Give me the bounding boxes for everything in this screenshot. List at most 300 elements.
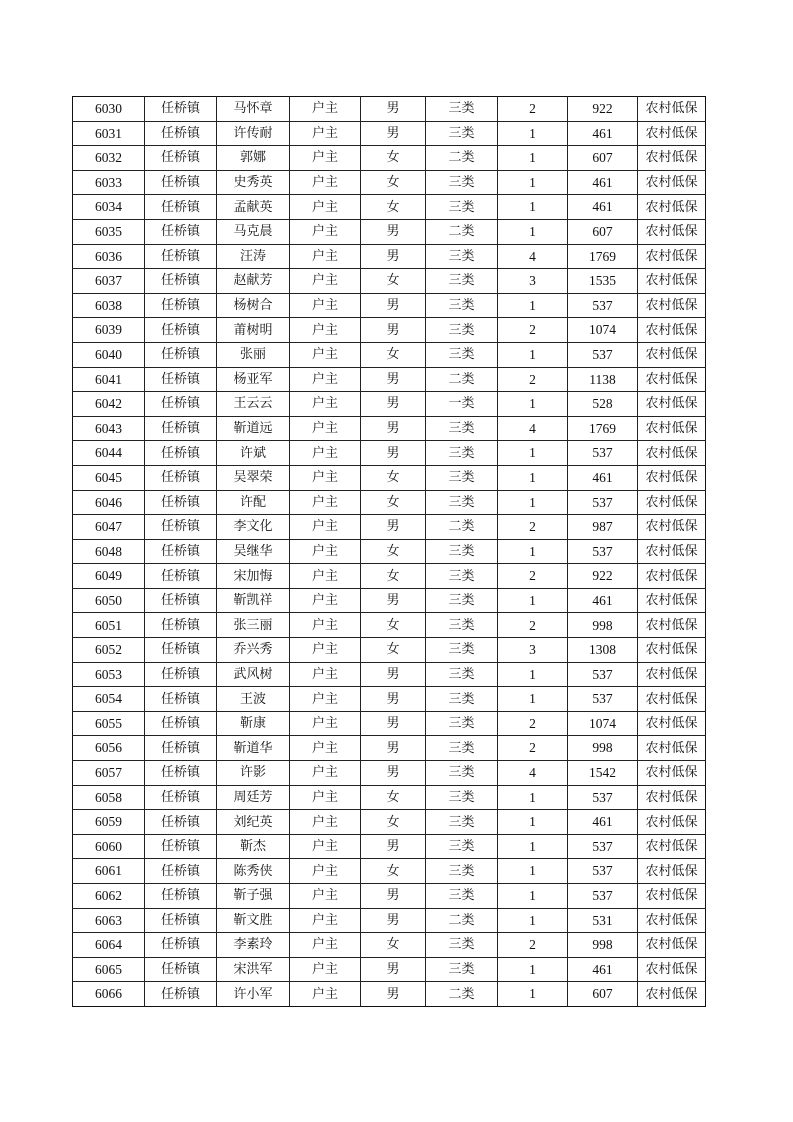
gender-cell: 女 [361,539,426,564]
gender-cell: 男 [361,834,426,859]
name-cell: 靳凯祥 [217,588,290,613]
gender-cell: 女 [361,785,426,810]
table-row [73,97,706,122]
amount-cell: 998 [568,933,638,958]
gender-cell: 女 [361,638,426,663]
relation-cell: 户主 [290,761,361,786]
program-cell: 农村低保 [638,392,706,417]
relation-cell: 户主 [290,908,361,933]
gender-cell: 女 [361,933,426,958]
record-id-cell: 6038 [73,293,145,318]
amount-cell: 607 [568,982,638,1007]
record-id-cell: 6032 [73,146,145,171]
amount-cell: 537 [568,687,638,712]
household-size-cell: 3 [498,638,568,663]
household-size-cell: 2 [498,613,568,638]
name-cell: 李素玲 [217,933,290,958]
amount-cell: 537 [568,490,638,515]
household-size-cell: 3 [498,269,568,294]
category-cell: 三类 [426,170,498,195]
household-size-cell: 1 [498,170,568,195]
table-row [73,613,706,638]
town-cell: 任桥镇 [145,244,217,269]
table-row [73,441,706,466]
table-row [73,170,706,195]
household-size-cell: 1 [498,342,568,367]
relation-cell: 户主 [290,465,361,490]
household-size-cell: 1 [498,465,568,490]
name-cell: 孟献英 [217,195,290,220]
record-id-cell: 6030 [73,97,145,122]
name-cell: 周廷芳 [217,785,290,810]
record-id-cell: 6053 [73,662,145,687]
name-cell: 李文化 [217,515,290,540]
record-id-cell: 6040 [73,342,145,367]
amount-cell: 461 [568,810,638,835]
household-size-cell: 2 [498,711,568,736]
table-row [73,318,706,343]
household-size-cell: 2 [498,318,568,343]
table-row [73,564,706,589]
town-cell: 任桥镇 [145,982,217,1007]
program-cell: 农村低保 [638,736,706,761]
relation-cell: 户主 [290,121,361,146]
household-size-cell: 1 [498,195,568,220]
amount-cell: 1769 [568,416,638,441]
relation-cell: 户主 [290,392,361,417]
relation-cell: 户主 [290,367,361,392]
relation-cell: 户主 [290,146,361,171]
gender-cell: 男 [361,293,426,318]
town-cell: 任桥镇 [145,564,217,589]
town-cell: 任桥镇 [145,293,217,318]
name-cell: 王云云 [217,392,290,417]
category-cell: 三类 [426,465,498,490]
household-size-cell: 1 [498,908,568,933]
name-cell: 杨树合 [217,293,290,318]
amount-cell: 531 [568,908,638,933]
amount-cell: 1308 [568,638,638,663]
category-cell: 三类 [426,244,498,269]
program-cell: 农村低保 [638,884,706,909]
name-cell: 许影 [217,761,290,786]
category-cell: 三类 [426,269,498,294]
name-cell: 赵献芳 [217,269,290,294]
amount-cell: 998 [568,613,638,638]
program-cell: 农村低保 [638,539,706,564]
town-cell: 任桥镇 [145,834,217,859]
record-id-cell: 6039 [73,318,145,343]
name-cell: 宋洪军 [217,957,290,982]
table-row [73,219,706,244]
name-cell: 许斌 [217,441,290,466]
program-cell: 农村低保 [638,638,706,663]
town-cell: 任桥镇 [145,957,217,982]
town-cell: 任桥镇 [145,490,217,515]
household-size-cell: 4 [498,244,568,269]
gender-cell: 男 [361,219,426,244]
town-cell: 任桥镇 [145,539,217,564]
record-id-cell: 6065 [73,957,145,982]
record-id-cell: 6061 [73,859,145,884]
name-cell: 郭娜 [217,146,290,171]
amount-cell: 998 [568,736,638,761]
name-cell: 宋加悔 [217,564,290,589]
program-cell: 农村低保 [638,219,706,244]
household-size-cell: 1 [498,785,568,810]
household-size-cell: 1 [498,662,568,687]
town-cell: 任桥镇 [145,170,217,195]
amount-cell: 461 [568,588,638,613]
gender-cell: 女 [361,490,426,515]
table-row [73,662,706,687]
name-cell: 史秀英 [217,170,290,195]
table-row [73,539,706,564]
record-id-cell: 6045 [73,465,145,490]
program-cell: 农村低保 [638,982,706,1007]
household-size-cell: 1 [498,219,568,244]
gender-cell: 女 [361,465,426,490]
town-cell: 任桥镇 [145,195,217,220]
town-cell: 任桥镇 [145,219,217,244]
record-id-cell: 6060 [73,834,145,859]
amount-cell: 537 [568,834,638,859]
record-id-cell: 6047 [73,515,145,540]
household-size-cell: 1 [498,859,568,884]
category-cell: 三类 [426,785,498,810]
gender-cell: 男 [361,687,426,712]
program-cell: 农村低保 [638,367,706,392]
household-size-cell: 1 [498,490,568,515]
program-cell: 农村低保 [638,515,706,540]
household-size-cell: 2 [498,367,568,392]
table-row [73,121,706,146]
record-id-cell: 6057 [73,761,145,786]
relation-cell: 户主 [290,195,361,220]
town-cell: 任桥镇 [145,146,217,171]
table-row [73,342,706,367]
town-cell: 任桥镇 [145,884,217,909]
town-cell: 任桥镇 [145,785,217,810]
table-row [73,884,706,909]
household-size-cell: 2 [498,515,568,540]
name-cell: 靳道华 [217,736,290,761]
program-cell: 农村低保 [638,318,706,343]
town-cell: 任桥镇 [145,367,217,392]
amount-cell: 1769 [568,244,638,269]
program-cell: 农村低保 [638,711,706,736]
category-cell: 三类 [426,761,498,786]
category-cell: 三类 [426,121,498,146]
table-row [73,711,706,736]
program-cell: 农村低保 [638,416,706,441]
name-cell: 马克晨 [217,219,290,244]
amount-cell: 607 [568,219,638,244]
household-size-cell: 2 [498,736,568,761]
program-cell: 农村低保 [638,908,706,933]
relation-cell: 户主 [290,293,361,318]
town-cell: 任桥镇 [145,465,217,490]
amount-cell: 922 [568,97,638,122]
gender-cell: 男 [361,515,426,540]
record-id-cell: 6036 [73,244,145,269]
program-cell: 农村低保 [638,564,706,589]
program-cell: 农村低保 [638,244,706,269]
relation-cell: 户主 [290,662,361,687]
gender-cell: 女 [361,146,426,171]
town-cell: 任桥镇 [145,736,217,761]
record-id-cell: 6044 [73,441,145,466]
town-cell: 任桥镇 [145,908,217,933]
relation-cell: 户主 [290,933,361,958]
program-cell: 农村低保 [638,662,706,687]
amount-cell: 461 [568,195,638,220]
category-cell: 三类 [426,97,498,122]
town-cell: 任桥镇 [145,588,217,613]
table-row [73,195,706,220]
town-cell: 任桥镇 [145,441,217,466]
amount-cell: 1074 [568,711,638,736]
amount-cell: 537 [568,293,638,318]
amount-cell: 461 [568,957,638,982]
town-cell: 任桥镇 [145,859,217,884]
relation-cell: 户主 [290,318,361,343]
name-cell: 莆树明 [217,318,290,343]
relation-cell: 户主 [290,97,361,122]
relation-cell: 户主 [290,269,361,294]
record-id-cell: 6059 [73,810,145,835]
program-cell: 农村低保 [638,810,706,835]
gender-cell: 男 [361,957,426,982]
record-id-cell: 6054 [73,687,145,712]
relation-cell: 户主 [290,244,361,269]
category-cell: 二类 [426,146,498,171]
program-cell: 农村低保 [638,121,706,146]
program-cell: 农村低保 [638,441,706,466]
program-cell: 农村低保 [638,785,706,810]
amount-cell: 537 [568,441,638,466]
category-cell: 三类 [426,687,498,712]
category-cell: 三类 [426,588,498,613]
category-cell: 三类 [426,957,498,982]
gender-cell: 女 [361,564,426,589]
household-size-cell: 1 [498,588,568,613]
household-size-cell: 1 [498,121,568,146]
category-cell: 三类 [426,810,498,835]
relation-cell: 户主 [290,564,361,589]
program-cell: 农村低保 [638,957,706,982]
household-size-cell: 4 [498,761,568,786]
table-row [73,761,706,786]
amount-cell: 1138 [568,367,638,392]
name-cell: 靳道远 [217,416,290,441]
program-cell: 农村低保 [638,170,706,195]
town-cell: 任桥镇 [145,761,217,786]
amount-cell: 922 [568,564,638,589]
town-cell: 任桥镇 [145,269,217,294]
record-id-cell: 6031 [73,121,145,146]
town-cell: 任桥镇 [145,613,217,638]
relation-cell: 户主 [290,219,361,244]
name-cell: 许小军 [217,982,290,1007]
record-id-cell: 6035 [73,219,145,244]
category-cell: 三类 [426,859,498,884]
table-row [73,269,706,294]
category-cell: 一类 [426,392,498,417]
household-size-cell: 1 [498,687,568,712]
relation-cell: 户主 [290,515,361,540]
name-cell: 靳杰 [217,834,290,859]
name-cell: 许配 [217,490,290,515]
record-id-cell: 6034 [73,195,145,220]
program-cell: 农村低保 [638,859,706,884]
amount-cell: 461 [568,465,638,490]
gender-cell: 男 [361,711,426,736]
table-row [73,416,706,441]
record-id-cell: 6048 [73,539,145,564]
program-cell: 农村低保 [638,97,706,122]
amount-cell: 537 [568,662,638,687]
program-cell: 农村低保 [638,195,706,220]
table-row [73,515,706,540]
record-id-cell: 6052 [73,638,145,663]
program-cell: 农村低保 [638,269,706,294]
gender-cell: 男 [361,244,426,269]
amount-cell: 461 [568,121,638,146]
table-row [73,982,706,1007]
record-id-cell: 6051 [73,613,145,638]
category-cell: 三类 [426,564,498,589]
record-id-cell: 6037 [73,269,145,294]
table-row [73,392,706,417]
gender-cell: 男 [361,736,426,761]
gender-cell: 男 [361,441,426,466]
name-cell: 靳康 [217,711,290,736]
amount-cell: 1542 [568,761,638,786]
record-id-cell: 6050 [73,588,145,613]
category-cell: 三类 [426,834,498,859]
relation-cell: 户主 [290,490,361,515]
category-cell: 三类 [426,613,498,638]
town-cell: 任桥镇 [145,416,217,441]
gender-cell: 男 [361,318,426,343]
category-cell: 二类 [426,219,498,244]
gender-cell: 男 [361,416,426,441]
relation-cell: 户主 [290,539,361,564]
household-size-cell: 1 [498,293,568,318]
town-cell: 任桥镇 [145,638,217,663]
category-cell: 三类 [426,293,498,318]
name-cell: 吴翠荣 [217,465,290,490]
table-row [73,834,706,859]
table-row [73,367,706,392]
household-size-cell: 1 [498,957,568,982]
gender-cell: 男 [361,121,426,146]
category-cell: 三类 [426,884,498,909]
gender-cell: 男 [361,662,426,687]
town-cell: 任桥镇 [145,711,217,736]
name-cell: 许传耐 [217,121,290,146]
table-row [73,465,706,490]
table-row [73,859,706,884]
category-cell: 三类 [426,342,498,367]
amount-cell: 461 [568,170,638,195]
table-row [73,638,706,663]
table-row [73,957,706,982]
relation-cell: 户主 [290,613,361,638]
household-size-cell: 2 [498,564,568,589]
program-cell: 农村低保 [638,342,706,367]
record-id-cell: 6042 [73,392,145,417]
town-cell: 任桥镇 [145,97,217,122]
record-id-cell: 6055 [73,711,145,736]
category-cell: 三类 [426,441,498,466]
program-cell: 农村低保 [638,146,706,171]
household-size-cell: 1 [498,810,568,835]
table-row [73,736,706,761]
town-cell: 任桥镇 [145,810,217,835]
relation-cell: 户主 [290,982,361,1007]
town-cell: 任桥镇 [145,392,217,417]
gender-cell: 女 [361,613,426,638]
program-cell: 农村低保 [638,613,706,638]
name-cell: 陈秀侠 [217,859,290,884]
table-row [73,687,706,712]
program-cell: 农村低保 [638,490,706,515]
amount-cell: 537 [568,342,638,367]
amount-cell: 1535 [568,269,638,294]
table-body [73,97,706,1007]
name-cell: 张丽 [217,342,290,367]
record-id-cell: 6046 [73,490,145,515]
relation-cell: 户主 [290,884,361,909]
town-cell: 任桥镇 [145,121,217,146]
town-cell: 任桥镇 [145,318,217,343]
relation-cell: 户主 [290,736,361,761]
household-size-cell: 2 [498,97,568,122]
town-cell: 任桥镇 [145,687,217,712]
amount-cell: 607 [568,146,638,171]
amount-cell: 987 [568,515,638,540]
relation-cell: 户主 [290,957,361,982]
amount-cell: 537 [568,539,638,564]
relation-cell: 户主 [290,588,361,613]
table-row [73,490,706,515]
table-row [73,293,706,318]
town-cell: 任桥镇 [145,515,217,540]
category-cell: 二类 [426,367,498,392]
town-cell: 任桥镇 [145,662,217,687]
table-row [73,933,706,958]
table-row [73,588,706,613]
category-cell: 二类 [426,982,498,1007]
amount-cell: 1074 [568,318,638,343]
program-cell: 农村低保 [638,293,706,318]
gender-cell: 女 [361,342,426,367]
relation-cell: 户主 [290,859,361,884]
relation-cell: 户主 [290,711,361,736]
name-cell: 张三丽 [217,613,290,638]
name-cell: 王波 [217,687,290,712]
record-id-cell: 6049 [73,564,145,589]
record-id-cell: 6063 [73,908,145,933]
record-id-cell: 6041 [73,367,145,392]
name-cell: 汪涛 [217,244,290,269]
table-row [73,244,706,269]
relation-cell: 户主 [290,687,361,712]
program-cell: 农村低保 [638,834,706,859]
amount-cell: 528 [568,392,638,417]
